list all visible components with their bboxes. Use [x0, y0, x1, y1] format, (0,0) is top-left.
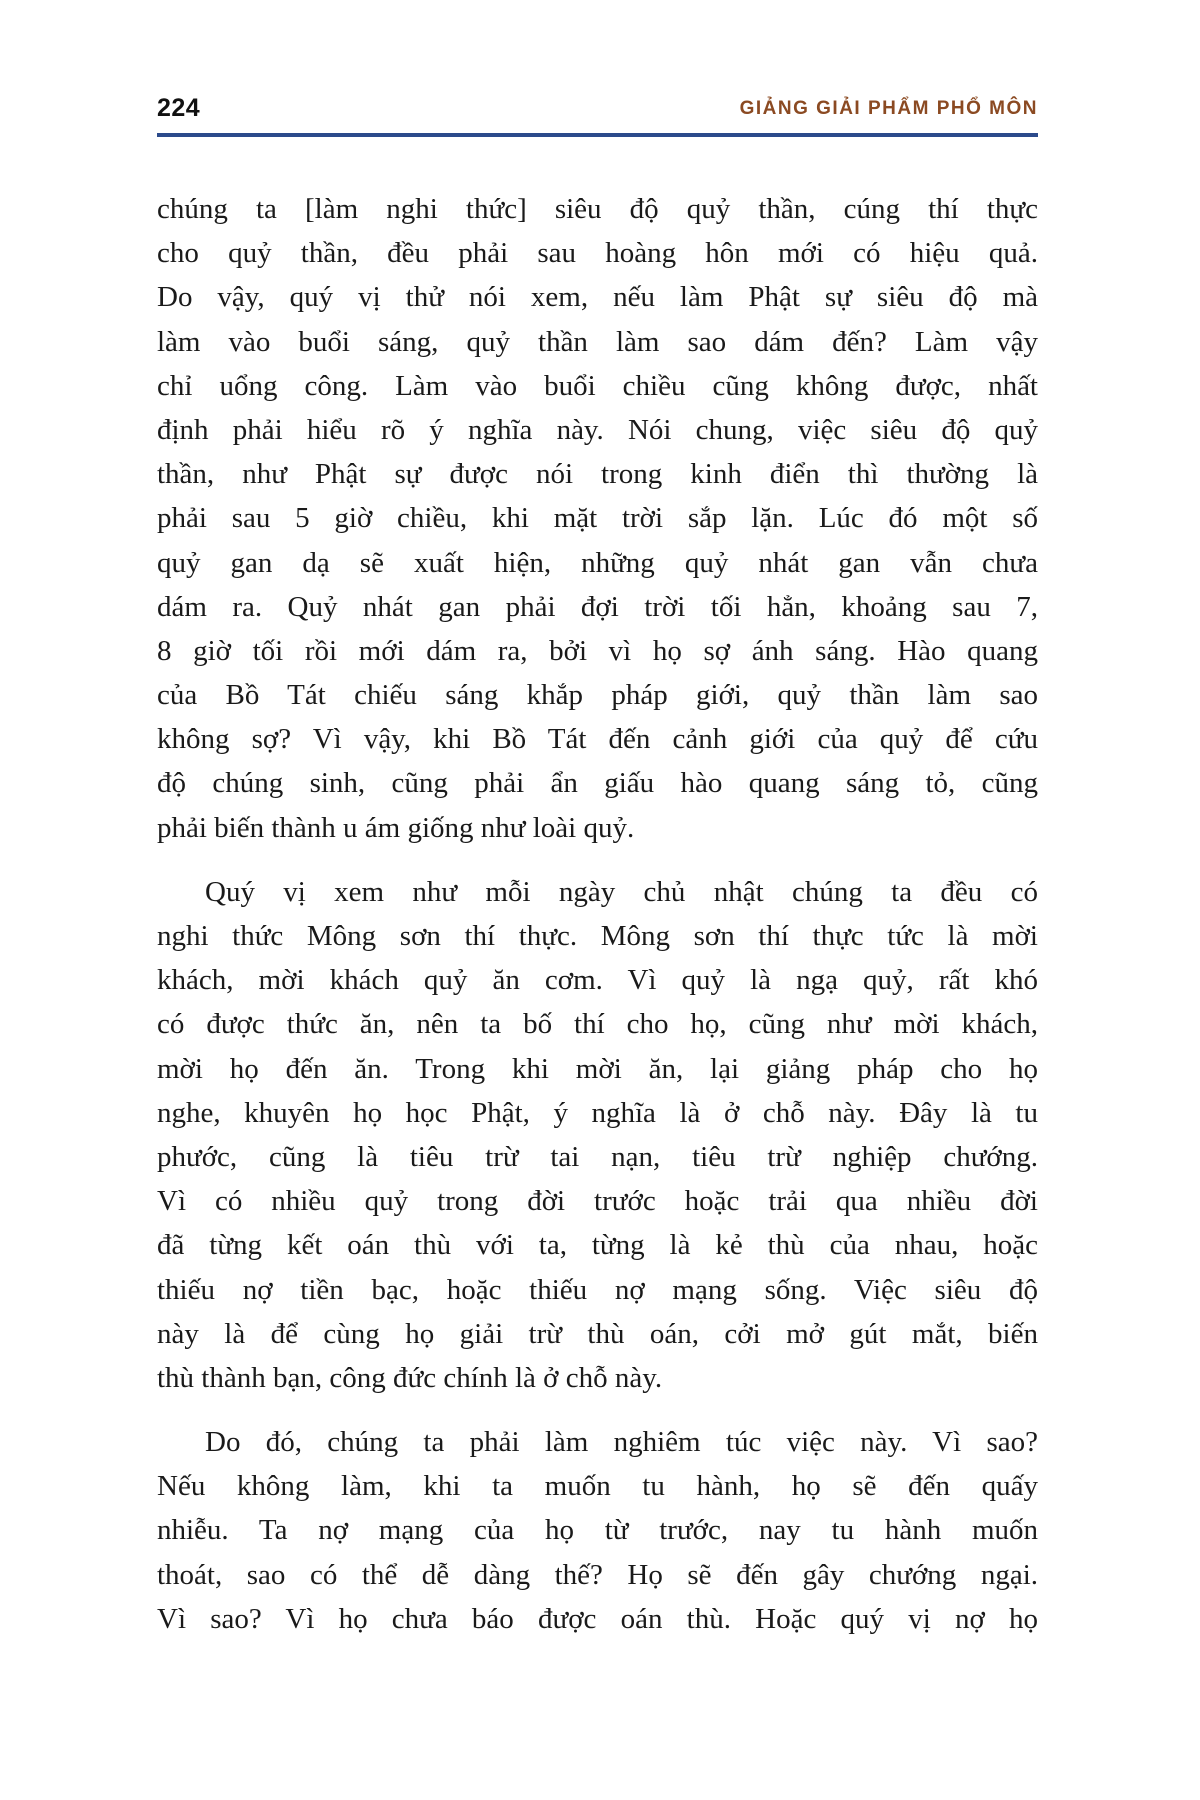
- text-line: làm vào buổi sáng, quỷ thần làm sao dám đến? Làm vậy: [157, 325, 1038, 358]
- header-divider: [157, 133, 1038, 137]
- text-line: thiếu nợ tiền bạc, hoặc thiếu nợ mạng sống. Việc siêu độ: [157, 1273, 1038, 1306]
- text-line: Nếu không làm, khi ta muốn tu hành, họ sẽ đến quấy: [157, 1470, 1038, 1503]
- text-line: mời họ đến ăn. Trong khi mời ăn, lại giảng pháp cho họ: [157, 1052, 1038, 1085]
- paragraph: [157, 1420, 1038, 1641]
- text-line: đã từng kết oán thù với ta, từng là kẻ thù của nhau, hoặc: [157, 1229, 1038, 1262]
- text-line: dám ra. Quỷ nhát gan phải đợi trời tối hẳn, khoảng sau 7,: [157, 590, 1038, 623]
- text-line: chỉ uổng công. Làm vào buổi chiều cũng không được, nhất: [157, 369, 1038, 402]
- text-line: này là để cùng họ giải trừ thù oán, cởi mở gút mắt, biến: [157, 1317, 1038, 1350]
- text-line: có được thức ăn, nên ta bố thí cho họ, cũng như mời khách,: [157, 1008, 1038, 1041]
- text-line: Do vậy, quý vị thử nói xem, nếu làm Phật sự siêu độ mà: [157, 281, 1038, 314]
- text-line: phải sau 5 giờ chiều, khi mặt trời sắp lặn. Lúc đó một số: [157, 502, 1038, 535]
- text-line: Vì có nhiều quỷ trong đời trước hoặc trải qua nhiều đời: [157, 1185, 1038, 1218]
- text-line: thù thành bạn, công đức chính là ở chỗ này.: [157, 1361, 663, 1394]
- text-line: thần, như Phật sự được nói trong kinh điển thì thường là: [157, 458, 1038, 491]
- text-line: phước, cũng là tiêu trừ tai nạn, tiêu trừ nghiệp chướng.: [157, 1140, 1038, 1173]
- text-line: khách, mời khách quỷ ăn cơm. Vì quỷ là ngạ quỷ, rất khó: [157, 964, 1038, 997]
- text-line: Do đó, chúng ta phải làm nghiêm túc việc này. Vì sao?: [205, 1426, 1038, 1459]
- text-line: 8 giờ tối rồi mới dám ra, bởi vì họ sợ ánh sáng. Hào quang: [157, 634, 1038, 667]
- text-line: cho quỷ thần, đều phải sau hoàng hôn mới có hiệu quả.: [157, 237, 1038, 270]
- text-line: định phải hiểu rõ ý nghĩa này. Nói chung, việc siêu độ quỷ: [157, 413, 1038, 446]
- body-text: [157, 187, 1038, 1661]
- paragraph: [157, 187, 1038, 850]
- running-title: GIẢNG GIẢI PHẨM PHỔ MÔN: [739, 98, 1038, 119]
- text-line: Vì sao? Vì họ chưa báo được oán thù. Hoặc quý vị nợ họ: [157, 1602, 1038, 1635]
- text-line: nghi thức Mông sơn thí thực. Mông sơn thí thực tức là mời: [157, 920, 1038, 952]
- text-line: của Bồ Tát chiếu sáng khắp pháp giới, quỷ thần làm sao: [157, 679, 1038, 712]
- text-line: Quý vị xem như mỗi ngày chủ nhật chúng ta đều có: [205, 875, 1038, 908]
- text-line: chúng ta [làm nghi thức] siêu độ quỷ thần, cúng thí thực: [157, 193, 1038, 225]
- page-number: 224: [157, 94, 201, 122]
- text-line: nghe, khuyên họ học Phật, ý nghĩa là ở chỗ này. Đây là tu: [157, 1096, 1038, 1129]
- text-line: không sợ? Vì vậy, khi Bồ Tát đến cảnh giới của quỷ để cứu: [157, 723, 1038, 756]
- text-line: phải biến thành u ám giống như loài quỷ.: [157, 811, 635, 844]
- paragraph: [157, 870, 1038, 1400]
- text-line: thoát, sao có thể dễ dàng thế? Họ sẽ đến gây chướng ngại.: [157, 1558, 1038, 1591]
- text-line: độ chúng sinh, cũng phải ẩn giấu hào quang sáng tỏ, cũng: [157, 767, 1038, 800]
- text-line: nhiễu. Ta nợ mạng của họ từ trước, nay tu hành muốn: [157, 1514, 1038, 1547]
- text-line: quỷ gan dạ sẽ xuất hiện, những quỷ nhát gan vẫn chưa: [157, 546, 1038, 579]
